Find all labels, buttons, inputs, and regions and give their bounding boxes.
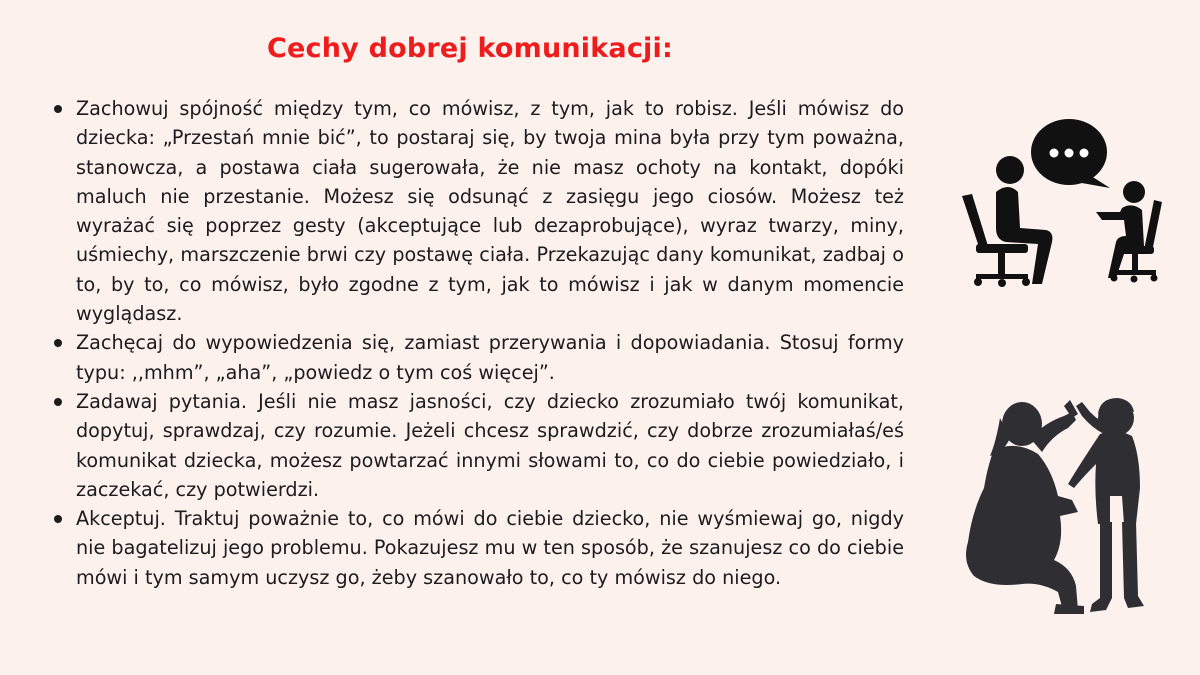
- conversation-icon: [948, 112, 1168, 292]
- bullet-item: Akceptuj. Traktuj poważnie to, co mówi do ciebie dziecko, nie wyśmiewaj go, nigdy nie bagatelizuj jego problemu. Pokazujesz mu w ten sposób, że szanujesz co do ciebie mówi i tym samym uczysz go, żeby szanowało to, co ty mówisz do niego.: [52, 504, 904, 592]
- bullet-item: Zachowuj spójność między tym, co mówisz, z tym, jak to robisz. Jeśli mówisz do dziecka: „Przestań mnie bić”, to postaraj się, by twoja mina była przy tym poważna, stanowcza, a postawa ciała sugerowała, że nie masz ochoty na kontakt, dopóki maluch nie przestanie. Możesz się odsunąć z zasięgu jego ciosów. Możesz też wyrażać się poprzez gesty (akceptujące lub dezaprobujące), wyraz twarzy, miny, uśmiechy, marszczenie brwi czy postawę ciała. Przekazując dany komunikat, zadbaj o to, by to, co mówisz, było zgodne z tym, jak to mówisz i jak w danym momencie wyglądasz.: [52, 94, 904, 328]
- adult-child-high-five-silhouette: [960, 392, 1175, 617]
- bullet-list: [52, 94, 904, 592]
- bullet-item: Zadawaj pytania. Jeśli nie masz jasności, czy dziecko zrozumiało twój komunikat, dopytuj, sprawdzaj, czy rozumie. Jeżeli chcesz sprawdzić, czy dobrze zrozumiałaś/eś komunikat dziecka, możesz powtarzać innymi słowami to, co do ciebie powiedziało, i zaczekać, czy potwierdzi.: [52, 387, 904, 504]
- bullet-item: Zachęcaj do wypowiedzenia się, zamiast przerywania i dopowiadania. Stosuj formy typu: ,,mhm”, „aha”, „powiedz o tym coś więcej”.: [52, 328, 904, 387]
- slide-title: Cechy dobrej komunikacji:: [267, 33, 673, 64]
